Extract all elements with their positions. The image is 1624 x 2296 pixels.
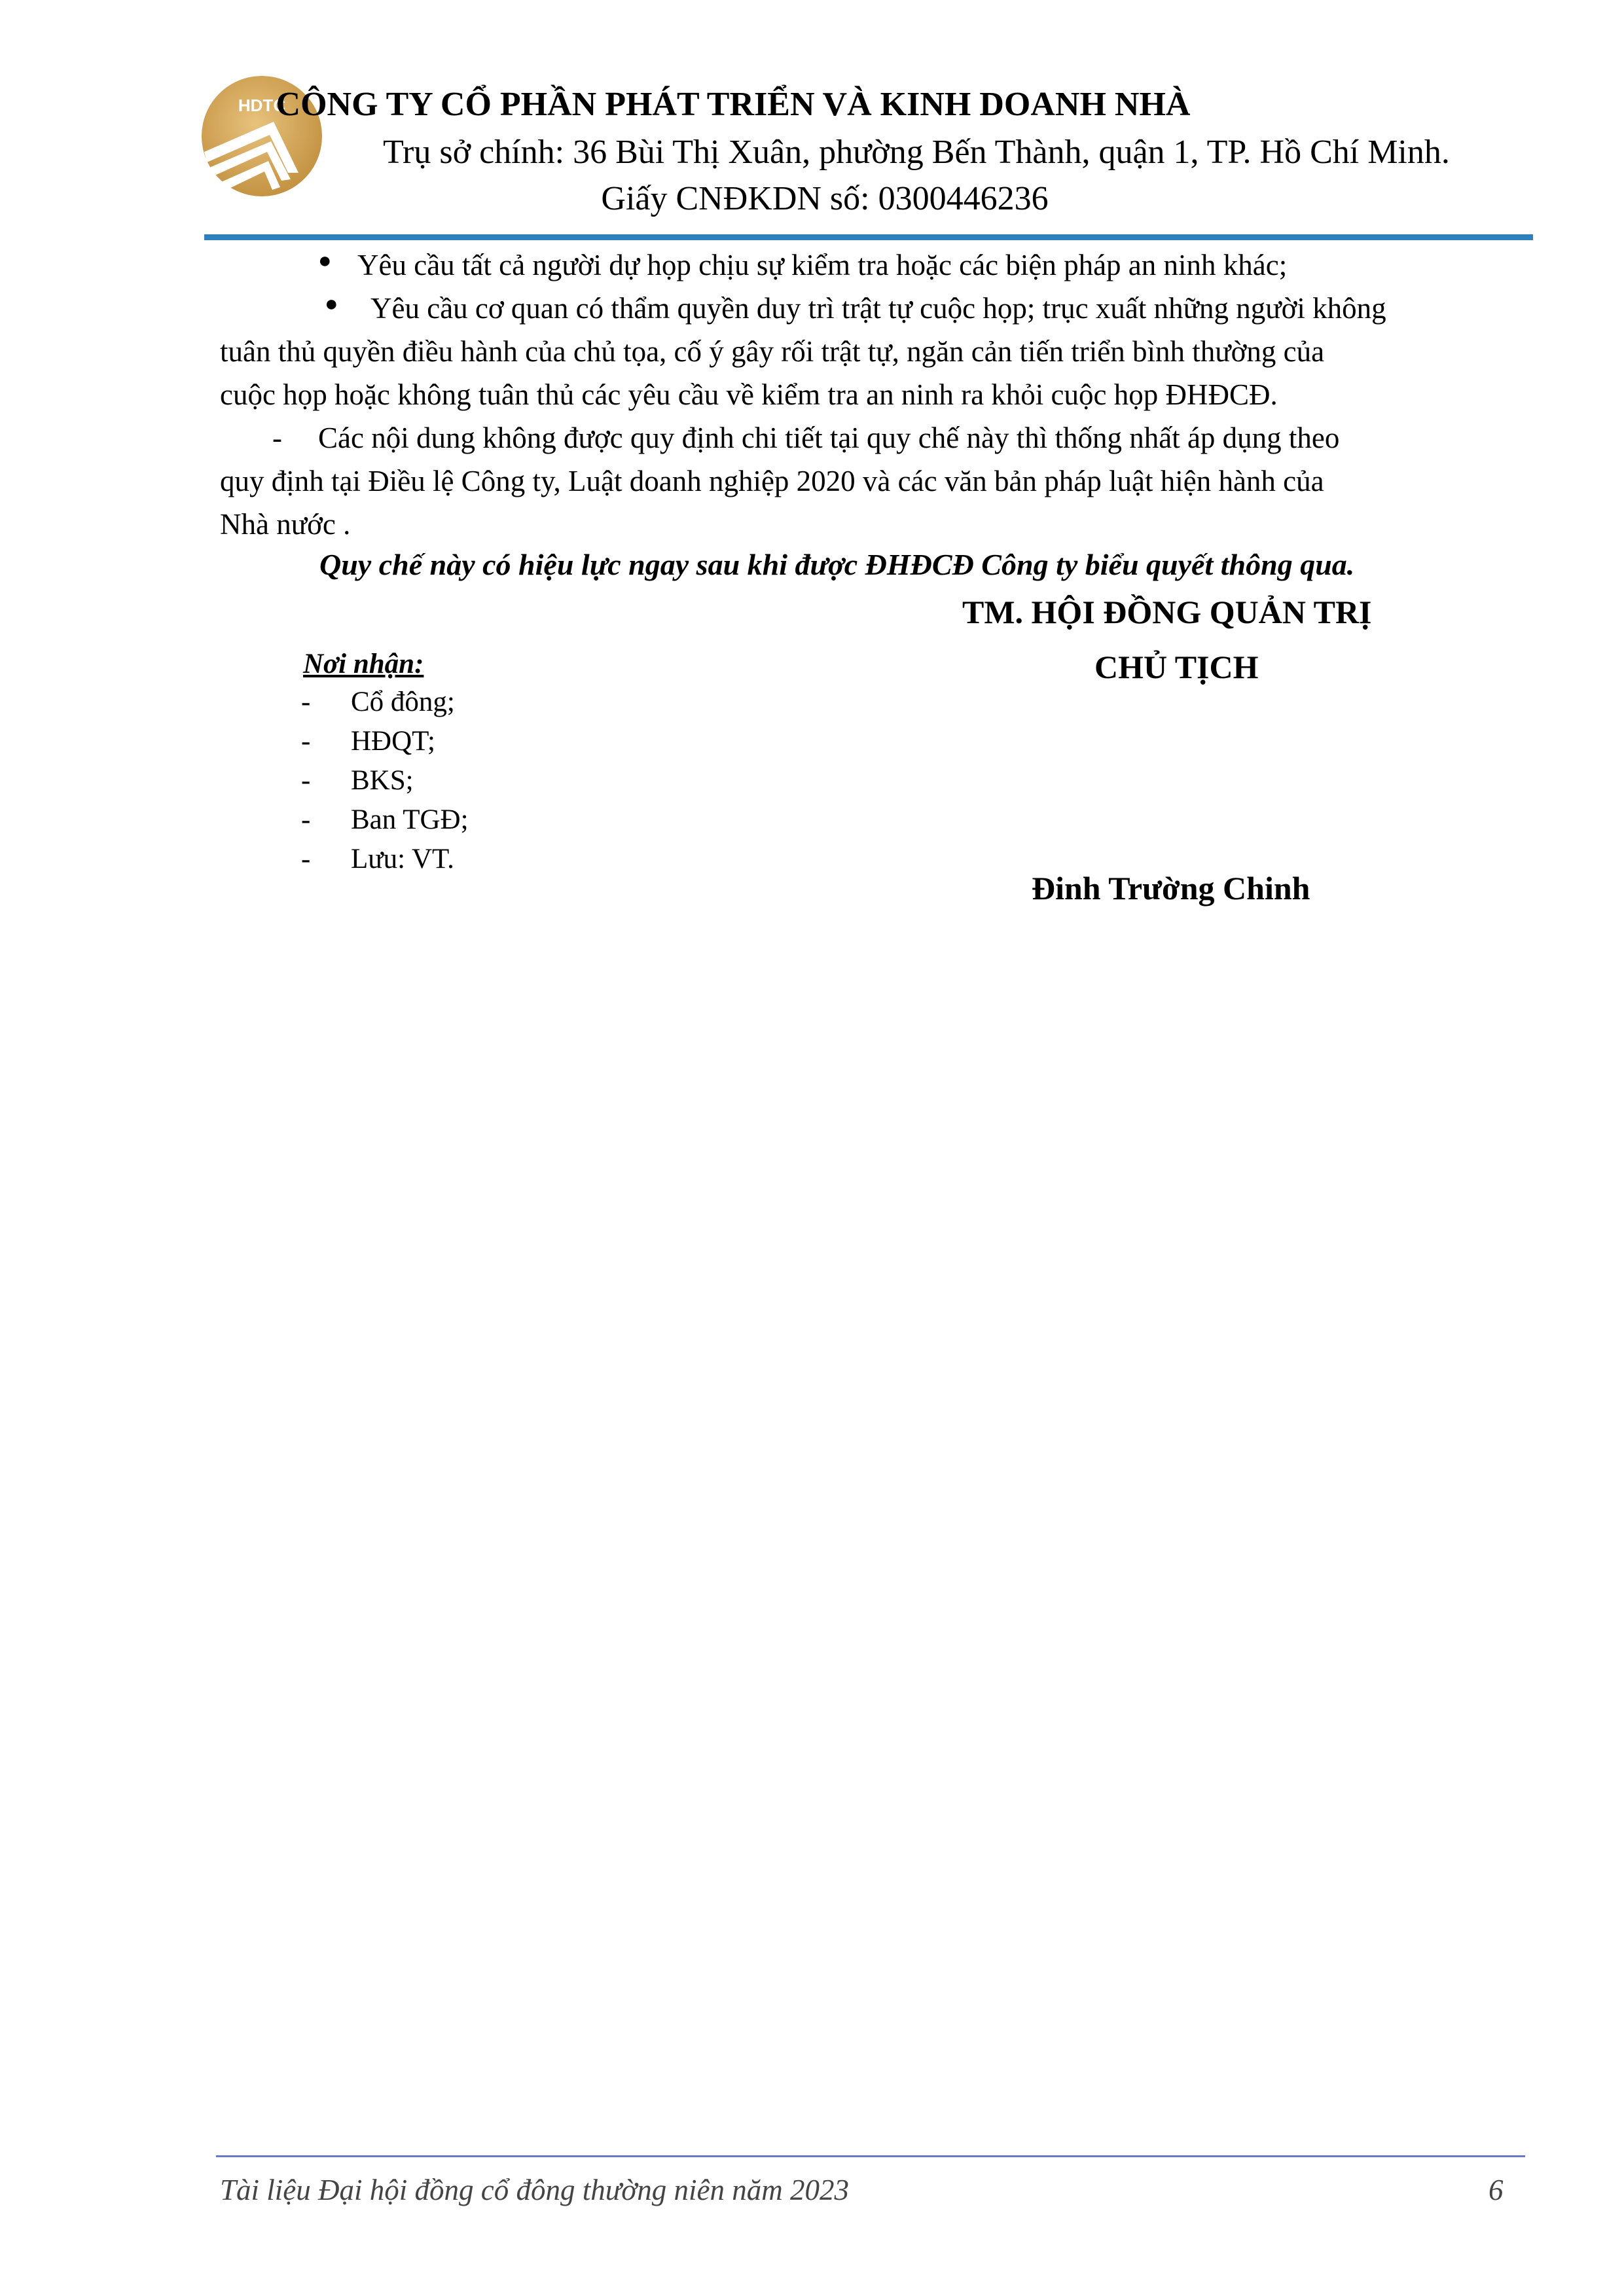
dash-item-line-2: quy định tại Điều lệ Công ty, Luật doanh nghiệp 2020 và các văn bản pháp luật hiện hành của — [220, 465, 1324, 497]
signatory-name: Đinh Trường Chinh — [1032, 870, 1310, 906]
bullet-item-2-line-2: tuân thủ quyền điều hành của chủ tọa, cố ý gây rối trật tự, ngăn cản tiến triển bình thường của — [220, 335, 1325, 368]
dash-item-line-3: Nhà nước . — [220, 508, 351, 541]
recipient-item: - Lưu: VT. — [301, 844, 454, 874]
footer-text: Tài liệu Đại hội đồng cổ đông thường niên năm 2023 — [220, 2174, 850, 2206]
signature-org: TM. HỘI ĐỒNG QUẢN TRỊ — [962, 594, 1372, 630]
bullet-icon: ● — [318, 249, 332, 273]
recipient-item: - BKS; — [301, 765, 414, 796]
recipients-heading: Nơi nhận: — [303, 649, 424, 679]
recipient-item: - HĐQT; — [301, 726, 435, 757]
recipient-item: - Cổ đông; — [301, 687, 455, 717]
page-number: 6 — [1489, 2174, 1504, 2206]
bullet-icon: ● — [325, 292, 338, 316]
header-divider — [204, 234, 1533, 240]
logo-text: HDTC — [238, 96, 286, 115]
recipient-item: - Ban TGĐ; — [301, 804, 469, 835]
dash-marker: - — [272, 422, 282, 454]
closing-statement: Quy chế này có hiệu lực ngay sau khi được ĐHĐCĐ Công ty biểu quyết thông qua. — [319, 548, 1355, 581]
business-license: Giấy CNĐKDN số: 0300446236 — [601, 180, 1049, 217]
signature-title: CHỦ TỊCH — [1094, 649, 1259, 685]
bullet-item-2-line-3: cuộc họp hoặc không tuân thủ các yêu cầu về kiểm tra an ninh ra khỏi cuộc họp ĐHĐCĐ. — [220, 378, 1278, 411]
company-name: CÔNG TY CỔ PHẦN PHÁT TRIỂN VÀ KINH DOANH NHÀ — [276, 86, 1191, 123]
dash-item-line-1: Các nội dung không được quy định chi tiết tại quy chế này thì thống nhất áp dụng theo — [318, 422, 1340, 454]
company-address: Trụ sở chính: 36 Bùi Thị Xuân, phường Bến Thành, quận 1, TP. Hồ Chí Minh. — [383, 134, 1450, 171]
bullet-item-1: Yêu cầu tất cả người dự họp chịu sự kiểm tra hoặc các biện pháp an ninh khác; — [357, 249, 1288, 281]
footer-divider — [216, 2155, 1525, 2157]
bullet-item-2-line-1: Yêu cầu cơ quan có thẩm quyền duy trì trật tự cuộc họp; trục xuất những người không — [370, 292, 1386, 325]
